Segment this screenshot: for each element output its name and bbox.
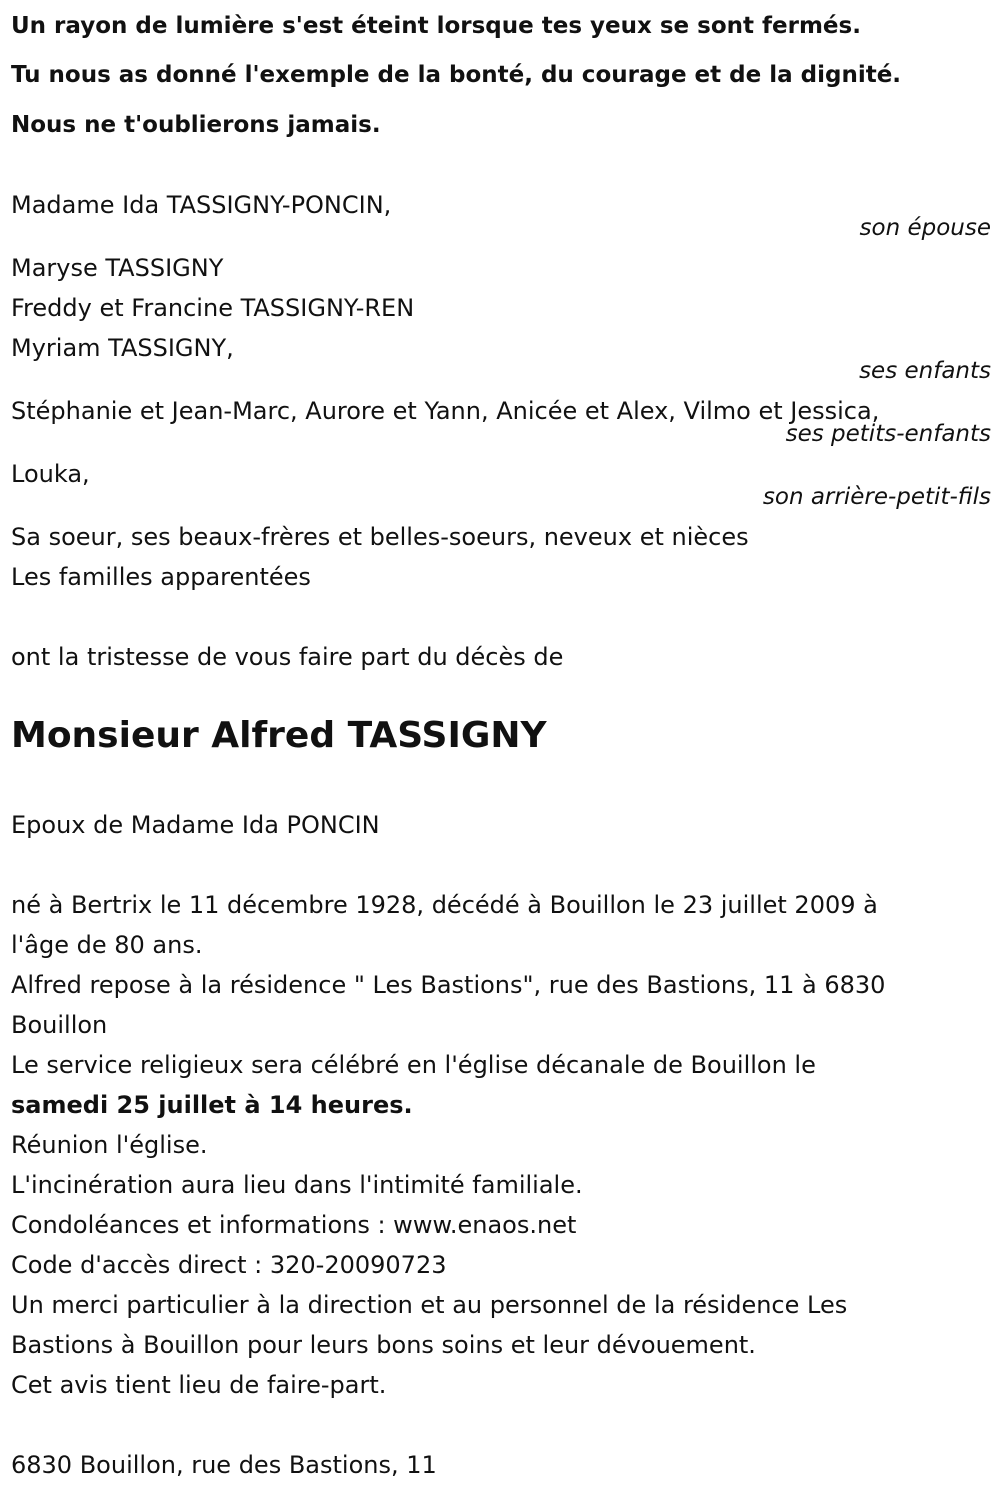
verse-line-1: Un rayon de lumière s'est éteint lorsque tes yeux se sont fermés. [11, 13, 861, 39]
deceased-name: Monsieur Alfred TASSIGNY [11, 715, 547, 756]
spouse-name: Madame Ida TASSIGNY-PONCIN, [11, 191, 392, 219]
great-grandchild: Louka, [11, 460, 90, 488]
child-2: Freddy et Francine TASSIGNY-REN [11, 294, 415, 322]
child-1: Maryse TASSIGNY [11, 254, 224, 282]
grandchildren: Stéphanie et Jean-Marc, Aurore et Yann, Anicée et Alex, Vilmo et Jessica, [11, 397, 880, 425]
spouse-line: Epoux de Madame Ida PONCIN [11, 811, 380, 839]
notice-line: Cet avis tient lieu de faire-part. [11, 1371, 387, 1399]
access-code-line: Code d'accès direct : 320-20090723 [11, 1251, 447, 1279]
great-grandchild-relation: son arrière-petit-fils [762, 484, 991, 510]
verse-line-2: Tu nous as donné l'exemple de la bonté, du courage et de la dignité. [11, 62, 902, 88]
children-relation: ses enfants [859, 358, 991, 384]
service-date-bold: samedi 25 juillet à 14 heures. [11, 1091, 413, 1119]
other-family-1: Sa soeur, ses beaux-frères et belles-soeurs, neveux et nièces [11, 523, 749, 551]
service-date [11, 1090, 413, 1120]
grandchildren-relation: ses petits-enfants [785, 421, 991, 447]
rest-line-1: Alfred repose à la résidence " Les Bastions", rue des Bastions, 11 à 6830 [11, 971, 886, 999]
announcement-text: ont la tristesse de vous faire part du décès de [11, 643, 564, 671]
meeting-line: Réunion l'église. [11, 1131, 208, 1159]
birth-death-line-2: l'âge de 80 ans. [11, 931, 203, 959]
child-3: Myriam TASSIGNY, [11, 334, 234, 362]
thanks-line-2: Bastions à Bouillon pour leurs bons soins et leur dévouement. [11, 1331, 756, 1359]
obituary-notice [11, 0, 991, 1498]
other-family-2: Les familles apparentées [11, 563, 311, 591]
service-line: Le service religieux sera célébré en l'église décanale de Bouillon le [11, 1051, 816, 1079]
cremation-line: L'incinération aura lieu dans l'intimité familiale. [11, 1171, 583, 1199]
rest-line-2: Bouillon [11, 1011, 108, 1039]
birth-death-line-1: né à Bertrix le 11 décembre 1928, décédé à Bouillon le 23 juillet 2009 à [11, 891, 878, 919]
address-line: 6830 Bouillon, rue des Bastions, 11 [11, 1451, 437, 1479]
spouse-relation: son épouse [859, 215, 991, 241]
thanks-line-1: Un merci particulier à la direction et au personnel de la résidence Les [11, 1291, 848, 1319]
verse-line-3: Nous ne t'oublierons jamais. [11, 112, 381, 138]
condolences-line: Condoléances et informations : www.enaos.net [11, 1211, 577, 1239]
